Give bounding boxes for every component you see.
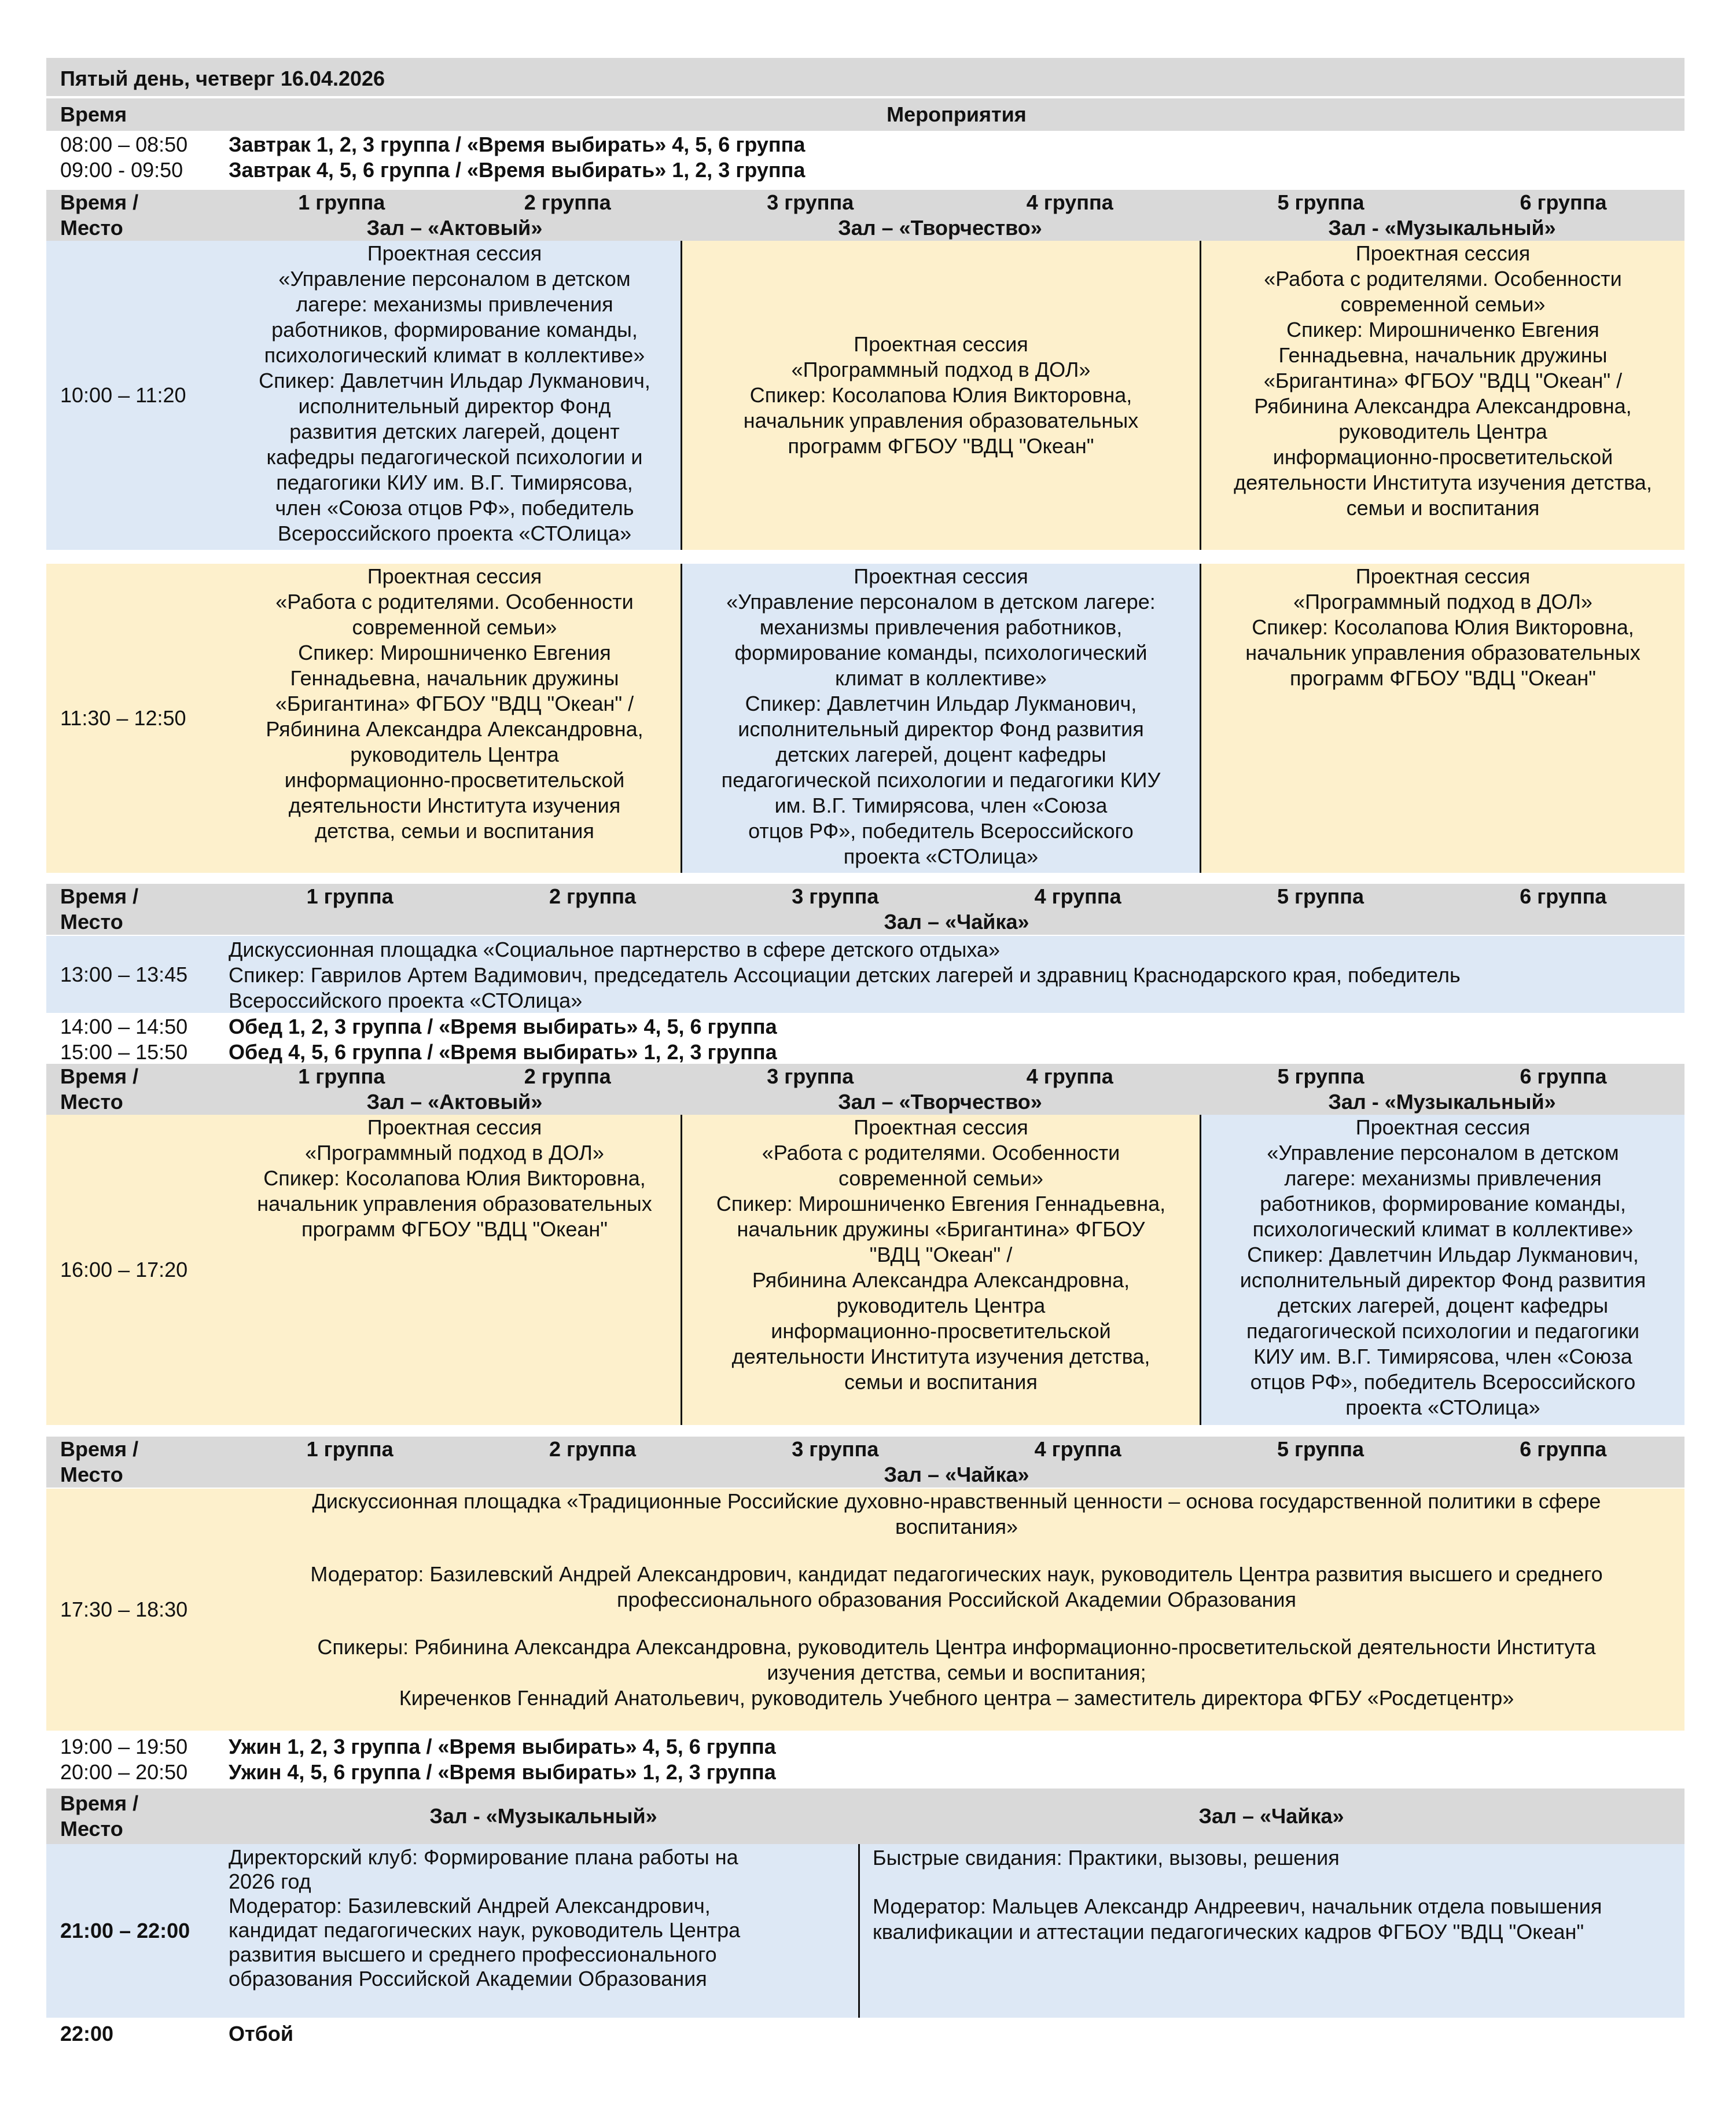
hdr-place: Место: [60, 1817, 123, 1841]
text-line: Рябинина Александра Александровна,: [266, 717, 643, 741]
session-time: 21:00 – 22:00: [60, 1919, 190, 1942]
text-line: программ ФГБОУ "ВДЦ "Океан": [788, 434, 1094, 458]
session-cell: [681, 241, 1200, 550]
group-label: 5 группа: [1277, 1064, 1364, 1088]
group-label: 1 группа: [298, 1064, 385, 1088]
text-line: Спикер: Косолапова Юлия Викторовна,: [263, 1166, 646, 1190]
hall-label: Зал – «Чайка»: [884, 1463, 1029, 1486]
group-label: 4 группа: [1026, 1064, 1113, 1088]
row-text: Ужин 1, 2, 3 группа / «Время выбирать» 4, 5, 6 группа: [229, 1735, 776, 1758]
hdr-time: Время /: [60, 1437, 139, 1461]
top-header-events: Мероприятия: [887, 102, 1027, 126]
text-line: руководитель Центра: [1338, 420, 1547, 443]
text-line: формирование команды, психологический: [734, 641, 1147, 664]
text-line: квалификации и аттестации педагогических кадров ФГБОУ "ВДЦ "Океан": [873, 1920, 1584, 1944]
text-line: КИУ им. В.Г. Тимирясова, член «Союза: [1253, 1345, 1632, 1368]
group-label: 4 группа: [1034, 884, 1121, 908]
row-text: Завтрак 4, 5, 6 группа / «Время выбирать» 1, 2, 3 группа: [229, 158, 806, 182]
hall-label: Зал – «Актовый»: [366, 1090, 543, 1114]
text-line: отцов РФ», победитель Всероссийского: [748, 819, 1134, 843]
session-time: 13:00 – 13:45: [60, 962, 188, 986]
group-label: 2 группа: [549, 1437, 637, 1461]
text-line: Геннадьевна, начальник дружины: [290, 666, 619, 690]
text-line: Спикер: Мирошниченко Евгения Геннадьевна,: [716, 1192, 1166, 1215]
text-line: «Управление персоналом в детском: [278, 267, 631, 291]
text-line: Проектная сессия: [367, 241, 542, 265]
text-line: исполнительный директор Фонд: [298, 394, 611, 418]
text-line: Рябинина Александра Александровна,: [1254, 394, 1632, 418]
group-label: 3 группа: [792, 1437, 879, 1461]
group-label: 6 группа: [1520, 1064, 1607, 1088]
group-header: [46, 1437, 1684, 1488]
hdr-time: Время /: [60, 1791, 139, 1815]
text-line: Спикер: Давлетчин Ильдар Лукманович,: [259, 369, 650, 392]
row-time: 20:00 – 20:50: [60, 1760, 188, 1784]
text-line: психологический климат в коллективе»: [264, 343, 645, 367]
text-line: детских лагерей, доцент кафедры: [1277, 1294, 1609, 1317]
schedule-row: [46, 157, 1684, 183]
text-line: лагере: механизмы привлечения: [296, 292, 613, 316]
text-line: Проектная сессия: [1355, 241, 1531, 265]
text-line: современной семьи»: [838, 1166, 1043, 1190]
hall-label: Зал – «Чайка»: [1198, 1804, 1344, 1828]
group-label: 3 группа: [767, 190, 854, 214]
text-line: деятельности Института изучения детства,: [1234, 471, 1652, 494]
discussion-title: [229, 1489, 1684, 1540]
lunch-rows: [46, 1014, 1684, 1065]
group-header: [46, 1064, 1684, 1115]
text-line: Модератор: Мальцев Александр Андреевич, начальник отдела повышения: [873, 1894, 1602, 1918]
text-line: кафедры педагогической психологии и: [266, 445, 643, 469]
text-line: информационно-просветительской: [771, 1319, 1111, 1343]
discussion-row-2: [46, 1489, 1684, 1731]
text-line: Проектная сессия: [1355, 564, 1531, 588]
evening-right-text: [873, 1894, 1684, 1945]
hall-label: Зал – «Творчество»: [838, 1090, 1042, 1114]
hdr-place: Место: [60, 216, 123, 240]
text-line: член «Союза отцов РФ», победитель: [275, 496, 634, 520]
group-label: 6 группа: [1520, 190, 1607, 214]
text-line: исполнительный директор Фонд развития: [1240, 1268, 1646, 1292]
text-line: информационно-просветительской: [284, 768, 625, 792]
discussion-moderator: [229, 1562, 1684, 1613]
text-line: педагогической психологии и педагогики: [1246, 1319, 1639, 1343]
group-label: 2 группа: [524, 190, 611, 214]
session-time: 16:00 – 17:20: [46, 1115, 229, 1425]
text-line: «Управление персоналом в детском лагере:: [726, 590, 1156, 614]
text-line: «Бригантина» ФГБОУ "ВДЦ "Океан" /: [275, 692, 634, 715]
text-line: Дискуссионная площадка «Традиционные Российские духовно-нравственный ценности – основа государственной политики в сфере: [312, 1489, 1601, 1513]
text-line: «Работа с родителями. Особенности: [1264, 267, 1622, 291]
text-line: «Бригантина» ФГБОУ "ВДЦ "Океан" /: [1263, 369, 1623, 392]
text-line: семьи и воспитания: [844, 1370, 1038, 1394]
discussion-text: [229, 936, 1684, 1013]
text-line: Проектная сессия: [854, 564, 1028, 588]
session-cell: [1200, 1115, 1684, 1425]
text-line: Проектная сессия: [1355, 1115, 1531, 1139]
text-line: образования Российской Академии Образования: [229, 1967, 707, 1991]
schedule-row: [46, 1040, 1684, 1065]
text-line: руководитель Центра: [350, 743, 559, 766]
text-line: развития детских лагерей, доцент: [289, 420, 620, 443]
hall-label: Зал - «Музыкальный»: [429, 1804, 657, 1828]
text-line: исполнительный директор Фонд развития: [738, 717, 1144, 741]
text-line: начальник управления образовательных: [743, 409, 1139, 432]
text-line: климат в коллективе»: [835, 666, 1047, 690]
group-header: [46, 884, 1684, 935]
text-line: Проектная сессия: [854, 332, 1028, 356]
text-line: Рябинина Александра Александровна,: [752, 1268, 1130, 1292]
row-time: 14:00 – 14:50: [60, 1015, 188, 1038]
text-line: работников, формирование команды,: [271, 318, 638, 341]
group-label: 1 группа: [306, 884, 393, 908]
text-line: Спикер: Давлетчин Ильдар Лукманович,: [745, 692, 1137, 715]
group-label: 3 группа: [767, 1064, 854, 1088]
text-line: Модератор: Базилевский Андрей Александрович,: [229, 1894, 711, 1918]
row-time: 08:00 – 08:50: [60, 133, 188, 156]
text-line: "ВДЦ "Океан" /: [869, 1243, 1013, 1266]
group-label: 5 группа: [1277, 190, 1364, 214]
hdr-place: Место: [60, 1090, 123, 1114]
group-label: 1 группа: [306, 1437, 393, 1461]
text-line: информационно-просветительской: [1272, 445, 1613, 469]
text-line: «Программный подход в ДОЛ»: [1293, 590, 1592, 614]
row-time: 19:00 – 19:50: [60, 1735, 188, 1758]
text-line: Спикер: Гаврилов Артем Вадимович, председатель Ассоциации детских лагерей и здравниц Краснодарского края, победитель: [229, 963, 1461, 987]
text-line: Спикер: Мирошниченко Евгения: [298, 641, 611, 664]
discussion-speakers: [229, 1635, 1684, 1711]
group-label: 2 группа: [524, 1064, 611, 1088]
session-row-1: [46, 241, 1684, 550]
text-line: современной семьи»: [352, 615, 557, 639]
group-label: 5 группа: [1277, 1437, 1364, 1461]
text-line: отцов РФ», победитель Всероссийского: [1250, 1370, 1636, 1394]
text-line: воспитания»: [895, 1515, 1018, 1538]
text-line: педагогики КИУ им. В.Г. Тимирясова,: [276, 471, 633, 494]
text-line: деятельности Института изучения: [288, 794, 621, 817]
text-line: Модератор: Базилевский Андрей Александрович, кандидат педагогических наук, руководитель Центра развития высшего и среднего: [310, 1562, 1603, 1586]
session-cell: [1200, 241, 1684, 550]
evening-row: [46, 1844, 1684, 2018]
group-label: 4 группа: [1026, 190, 1113, 214]
text-line: программ ФГБОУ "ВДЦ "Океан": [1289, 666, 1597, 690]
row-text: Отбой: [229, 2022, 293, 2045]
schedule-row: [46, 1760, 1684, 1785]
text-line: программ ФГБОУ "ВДЦ "Океан": [301, 1217, 608, 1241]
session-time: 11:30 – 12:50: [46, 564, 229, 873]
text-line: детства, семьи и воспитания: [315, 819, 594, 843]
text-line: педагогической психологии и педагогики КИУ: [721, 768, 1161, 792]
text-line: им. В.Г. Тимирясова, член «Союза: [774, 794, 1108, 817]
text-line: Проектная сессия: [367, 564, 542, 588]
text-line: профессионального образования Российской Академии Образования: [616, 1588, 1296, 1611]
text-line: проекта «СТОлица»: [843, 844, 1039, 868]
session-time: 10:00 – 11:20: [46, 241, 229, 550]
hall-label: Зал – «Актовый»: [366, 216, 543, 240]
evening-right-title: Быстрые свидания: Практики, вызовы, решения: [873, 1846, 1340, 1870]
group-label: 5 группа: [1277, 884, 1364, 908]
text-line: Проектная сессия: [854, 1115, 1028, 1139]
row-text: Завтрак 1, 2, 3 группа / «Время выбирать» 4, 5, 6 группа: [229, 133, 806, 156]
hdr-place: Место: [60, 1463, 123, 1486]
row-time: 09:00 - 09:50: [60, 158, 183, 182]
text-line: «Программный подход в ДОЛ»: [305, 1141, 604, 1165]
text-line: Спикер: Мирошниченко Евгения: [1286, 318, 1599, 341]
schedule-row: [46, 1014, 1684, 1040]
row-text: Ужин 4, 5, 6 группа / «Время выбирать» 1, 2, 3 группа: [229, 1760, 776, 1784]
dinner-rows: [46, 1734, 1684, 1785]
session-time: 17:30 – 18:30: [60, 1597, 188, 1621]
hall-label: Зал - «Музыкальный»: [1328, 1090, 1556, 1114]
text-line: деятельности Института изучения детства,: [731, 1345, 1150, 1368]
hall-header: [46, 1789, 1684, 1844]
row-time: 15:00 – 15:50: [60, 1040, 188, 1064]
hall-label: Зал - «Музыкальный»: [1328, 216, 1556, 240]
text-line: Дискуссионная площадка «Социальное партнерство в сфере детского отдыха»: [229, 938, 1000, 961]
text-line: лагере: механизмы привлечения: [1284, 1166, 1602, 1190]
text-line: Директорский клуб: Формирование плана работы на: [229, 1845, 738, 1869]
row-text: Обед 4, 5, 6 группа / «Время выбирать» 1, 2, 3 группа: [229, 1040, 777, 1064]
text-line: начальник управления образовательных: [257, 1192, 652, 1215]
top-header-time: Время: [60, 102, 127, 126]
text-line: Геннадьевна, начальник дружины: [1278, 343, 1608, 367]
group-label: 3 группа: [792, 884, 879, 908]
text-line: Спикер: Косолапова Юлия Викторовна,: [749, 383, 1132, 407]
text-line: Спикер: Давлетчин Ильдар Лукманович,: [1247, 1243, 1639, 1266]
text-line: Спикер: Косолапова Юлия Викторовна,: [1252, 615, 1634, 639]
breakfast-rows: [46, 132, 1684, 183]
text-line: семьи и воспитания: [1346, 496, 1540, 520]
text-line: начальник управления образовательных: [1245, 641, 1641, 664]
session-row-2: [46, 564, 1684, 873]
text-line: психологический климат в коллективе»: [1252, 1217, 1634, 1241]
session-cell: [229, 241, 681, 550]
row-time: 22:00: [60, 2022, 114, 2045]
text-line: «Программный подход в ДОЛ»: [791, 358, 1091, 381]
hdr-time: Время /: [60, 1064, 139, 1088]
text-line: кандидат педагогических наук, руководитель Центра: [229, 1918, 741, 1942]
session-cell: [229, 564, 681, 873]
schedule-row: [46, 1734, 1684, 1760]
evening-left-text: [229, 1845, 858, 1991]
group-label: 4 группа: [1034, 1437, 1121, 1461]
text-line: «Работа с родителями. Особенности: [275, 590, 634, 614]
text-line: Проектная сессия: [367, 1115, 542, 1139]
text-line: проекта «СТОлица»: [1345, 1395, 1540, 1419]
group-header: [46, 190, 1684, 241]
row-text: Обед 1, 2, 3 группа / «Время выбирать» 4, 5, 6 группа: [229, 1015, 777, 1038]
day-title-bar: [46, 58, 1684, 96]
group-label: 2 группа: [549, 884, 637, 908]
session-cell: [1200, 564, 1684, 873]
text-line: изучения детства, семьи и воспитания;: [767, 1661, 1146, 1684]
session-cell: [229, 1115, 681, 1425]
day-title: Пятый день, четверг 16.04.2026: [60, 67, 385, 90]
text-line: «Управление персоналом в детском: [1267, 1141, 1619, 1165]
text-line: руководитель Центра: [836, 1294, 1046, 1317]
text-line: развития высшего и среднего профессионального: [229, 1942, 717, 1966]
hall-label: Зал – «Творчество»: [838, 216, 1042, 240]
discussion-row-1: [46, 936, 1684, 1013]
session-cell: [681, 1115, 1200, 1425]
session-row-3: [46, 1115, 1684, 1425]
hdr-time: Время /: [60, 884, 139, 908]
text-line: детских лагерей, доцент кафедры: [775, 743, 1106, 766]
text-line: «Работа с родителями. Особенности: [762, 1141, 1120, 1165]
text-line: Всероссийского проекта «СТОлица»: [229, 989, 583, 1012]
text-line: 2026 год: [229, 1870, 311, 1893]
end-row: [46, 2021, 1684, 2047]
group-label: 6 группа: [1520, 884, 1607, 908]
text-line: механизмы привлечения работников,: [759, 615, 1123, 639]
top-header: [46, 98, 1684, 131]
text-line: современной семьи»: [1340, 292, 1546, 316]
hdr-place: Место: [60, 910, 123, 934]
text-line: начальник дружины «Бригантина» ФГБОУ: [737, 1217, 1145, 1241]
text-line: Киреченков Геннадий Анатольевич, руководитель Учебного центра – заместитель директора ФГБУ «Росдетцентр»: [399, 1686, 1514, 1710]
schedule-row: [46, 132, 1684, 157]
group-label: 1 группа: [298, 190, 385, 214]
group-label: 6 группа: [1520, 1437, 1607, 1461]
text-line: Спикеры: Рябинина Александра Александровна, руководитель Центра информационно-просветительской деятельности Института: [317, 1635, 1596, 1659]
text-line: работников, формирование команды,: [1260, 1192, 1626, 1215]
session-cell: [681, 564, 1200, 873]
hdr-time: Время /: [60, 190, 139, 214]
text-line: Всероссийского проекта «СТОлица»: [277, 522, 632, 545]
hall-label: Зал – «Чайка»: [884, 910, 1029, 934]
